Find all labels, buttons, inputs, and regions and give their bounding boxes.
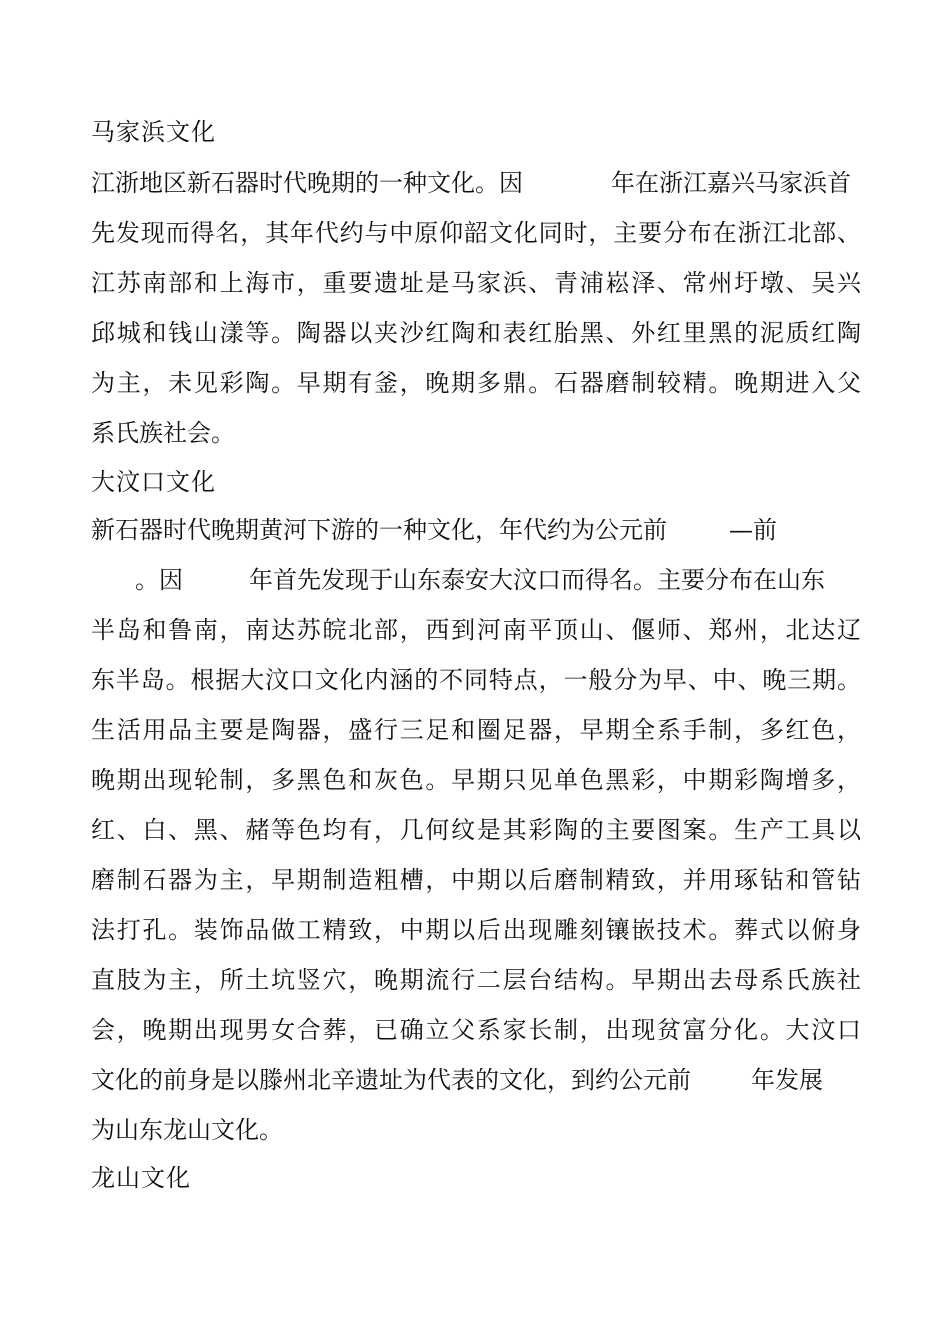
- paragraph-line: 邱城和钱山漾等。陶器以夹沙红陶和表红胎黑、外红里黑的泥质红陶: [91, 319, 861, 347]
- paragraph-line: 为山东龙山文化。: [91, 1116, 283, 1144]
- paragraph-line: 磨制石器为主，早期制造粗槽，中期以后磨制精致，并用琢钻和管钻: [91, 866, 861, 894]
- text-segment: 年在浙江嘉兴马家浜首: [611, 169, 851, 197]
- text-segment: 年首先发现于山东泰安大汶口而得名。主要分布在山东: [249, 566, 825, 594]
- paragraph-line: 会，晚期出现男女合葬，已确立父系家长制，出现贫富分化。大汶口: [91, 1016, 861, 1044]
- paragraph-line: 江苏南部和上海市，重要遗址是马家浜、青浦崧泽、常州圩墩、吴兴: [91, 269, 861, 297]
- text-segment: 新石器时代晚期黄河下游的一种文化，年代约为公元前: [91, 516, 667, 544]
- heading-majiabang: 马家浜文化: [91, 118, 216, 146]
- paragraph-line: [91, 163, 861, 203]
- text-segment: 年发展: [751, 1066, 823, 1094]
- paragraph-line: [91, 1060, 861, 1100]
- paragraph-line: 半岛和鲁南，南达苏皖北部，西到河南平顶山、偃师、郑州，北达辽: [91, 616, 861, 644]
- heading-longshan: 龙山文化: [91, 1164, 191, 1192]
- text-segment: 文化的前身是以滕州北辛遗址为代表的文化，到约公元前: [91, 1066, 691, 1094]
- paragraph-line: [91, 510, 861, 550]
- paragraph-line: 为主，未见彩陶。早期有釜，晚期多鼎。石器磨制较精。晚期进入父: [91, 369, 861, 397]
- paragraph-line: 东半岛。根据大汶口文化内涵的不同特点，一般分为早、中、晚三期。: [91, 666, 861, 694]
- paragraph-line: 直肢为主，所土坑竖穴，晚期流行二层台结构。早期出去母系氏族社: [91, 966, 861, 994]
- paragraph-line: 生活用品主要是陶器，盛行三足和圈足器，早期全系手制，多红色，: [91, 716, 861, 744]
- paragraph-line: 系氏族社会。: [91, 419, 235, 447]
- text-segment: 。因: [135, 566, 183, 594]
- paragraph-line: 法打孔。装饰品做工精致，中期以后出现雕刻镶嵌技术。葬式以俯身: [91, 916, 861, 944]
- text-segment: 江浙地区新石器时代晚期的一种文化。因: [91, 169, 523, 197]
- paragraph-line: 红、白、黑、赭等色均有，几何纹是其彩陶的主要图案。生产工具以: [91, 816, 861, 844]
- paragraph-line: 先发现而得名，其年代约与中原仰韶文化同时，主要分布在浙江北部、: [91, 219, 861, 247]
- paragraph-line: 晚期出现轮制，多黑色和灰色。早期只见单色黑彩，中期彩陶增多，: [91, 766, 861, 794]
- paragraph-line: [91, 560, 861, 600]
- heading-dawenkou: 大汶口文化: [91, 468, 216, 496]
- text-segment: —前: [729, 516, 777, 544]
